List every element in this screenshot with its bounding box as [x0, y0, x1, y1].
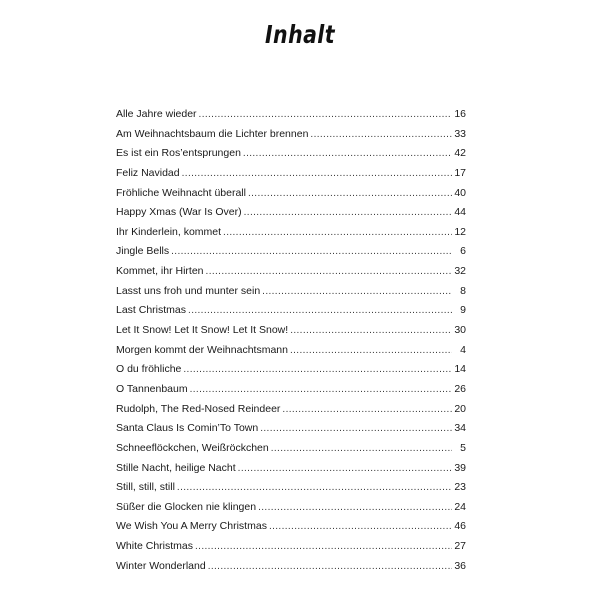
- toc-entry-page: 44: [454, 206, 466, 219]
- toc-entry: [116, 400, 466, 420]
- toc-entry-page: 26: [454, 382, 466, 395]
- toc-entry-title: Morgen kommt der Weihnachtsmann: [116, 343, 288, 356]
- dot-leader: [271, 439, 452, 459]
- dot-leader: [244, 203, 452, 223]
- toc-entry: [116, 517, 466, 537]
- toc-entry-title: Let It Snow! Let It Snow! Let It Snow!: [116, 324, 289, 337]
- toc-entry: [116, 419, 466, 439]
- dot-leader: [258, 498, 452, 518]
- toc-entry: [116, 360, 466, 380]
- toc-entry-title: Happy Xmas (War Is Over): [116, 206, 242, 219]
- dot-leader: [290, 321, 452, 341]
- dot-leader: [238, 459, 452, 479]
- toc-entry-page: 16: [454, 108, 466, 120]
- toc-entry-title: Feliz Navidad: [116, 166, 180, 179]
- toc-entry-title: Jingle Bells: [116, 245, 170, 258]
- toc-entry: [116, 262, 466, 282]
- dot-leader: [260, 419, 452, 439]
- dot-leader: [188, 301, 452, 321]
- toc-entry-page: 14: [454, 363, 466, 376]
- toc-entry: [116, 105, 466, 125]
- toc-entry: [116, 537, 466, 557]
- toc-entry-title: Ihr Kinderlein, kommet: [116, 225, 222, 238]
- toc-entry-page: 46: [454, 520, 466, 533]
- dot-leader: [177, 478, 452, 498]
- toc-entry-title: Still, still, still: [116, 481, 175, 494]
- toc-entry-page: 33: [454, 127, 466, 140]
- dot-leader: [269, 517, 452, 537]
- dot-leader: [183, 360, 452, 380]
- dot-leader: [223, 223, 452, 243]
- toc-entry-title: O Tannenbaum: [116, 382, 188, 395]
- dot-leader: [248, 184, 452, 204]
- toc-entry-title: Kommet, ihr Hirten: [116, 265, 204, 278]
- toc-entry-page: 30: [454, 324, 466, 337]
- dot-leader: [171, 242, 452, 262]
- toc-entry: [116, 203, 466, 223]
- toc-entry: [116, 498, 466, 518]
- table-of-contents: [116, 105, 466, 576]
- dot-leader: [243, 144, 452, 164]
- toc-entry: [116, 125, 466, 145]
- toc-entry-page: 20: [454, 402, 466, 415]
- toc-entry-title: Am Weihnachtsbaum die Lichter brennen: [116, 127, 309, 140]
- dot-leader: [182, 164, 452, 184]
- toc-entry-page: 42: [454, 147, 466, 160]
- toc-entry-title: We Wish You A Merry Christmas: [116, 520, 267, 533]
- dot-leader: [195, 537, 452, 557]
- toc-entry: [116, 282, 466, 302]
- toc-entry-page: 8: [460, 284, 466, 297]
- toc-entry-page: 27: [454, 540, 466, 553]
- toc-entry-page: 23: [454, 481, 466, 494]
- toc-entry-title: Santa Claus Is Comin’To Town: [116, 422, 259, 435]
- toc-entry-title: O du fröhliche: [116, 363, 182, 376]
- dot-leader: [190, 380, 452, 400]
- toc-entry-title: Lasst uns froh und munter sein: [116, 284, 261, 297]
- toc-entry: [116, 380, 466, 400]
- toc-entry: [116, 164, 466, 184]
- toc-entry-title: Es ist ein Ros’entsprungen: [116, 147, 241, 160]
- toc-entry-title: Alle Jahre wieder: [116, 108, 197, 120]
- toc-entry-page: 39: [454, 461, 466, 474]
- dot-leader: [199, 105, 452, 125]
- toc-entry: [116, 478, 466, 498]
- toc-entry-page: 36: [454, 559, 466, 572]
- toc-entry: [116, 459, 466, 479]
- toc-entry: [116, 439, 466, 459]
- toc-entry-title: Last Christmas: [116, 304, 187, 317]
- toc-entry-page: 32: [454, 265, 466, 278]
- toc-entry-page: 5: [460, 441, 466, 454]
- toc-entry-title: Winter Wonderland: [116, 559, 206, 572]
- dot-leader: [208, 557, 452, 577]
- toc-entry: [116, 301, 466, 321]
- toc-entry-page: 6: [460, 245, 466, 258]
- toc-entry-page: 40: [454, 186, 466, 199]
- toc-entry-page: 9: [460, 304, 466, 317]
- toc-entry-page: 12: [454, 225, 466, 238]
- toc-entry-title: Schneeflöckchen, Weißröckchen: [116, 441, 269, 454]
- toc-entry-title: Fröhliche Weihnacht überall: [116, 186, 246, 199]
- toc-entry-title: Süßer die Glocken nie klingen: [116, 500, 257, 513]
- toc-entry-page: 34: [454, 422, 466, 435]
- toc-entry: [116, 242, 466, 262]
- dot-leader: [206, 262, 452, 282]
- dot-leader: [262, 282, 452, 302]
- dot-leader: [310, 125, 452, 145]
- toc-entry: [116, 184, 466, 204]
- toc-entry-title: White Christmas: [116, 540, 194, 553]
- toc-entry-page: 24: [454, 500, 466, 513]
- toc-entry: [116, 341, 466, 361]
- toc-entry-title: Stille Nacht, heilige Nacht: [116, 461, 236, 474]
- toc-entry: [116, 223, 466, 243]
- toc-entry: [116, 144, 466, 164]
- toc-entry-page: 17: [454, 166, 466, 179]
- toc-entry: [116, 321, 466, 341]
- page-title: Inhalt: [265, 20, 335, 49]
- toc-entry-title: Rudolph, The Red-Nosed Reindeer: [116, 402, 281, 415]
- toc-entry: [116, 557, 466, 577]
- dot-leader: [290, 341, 452, 361]
- dot-leader: [282, 400, 452, 420]
- toc-entry-page: 4: [460, 343, 466, 356]
